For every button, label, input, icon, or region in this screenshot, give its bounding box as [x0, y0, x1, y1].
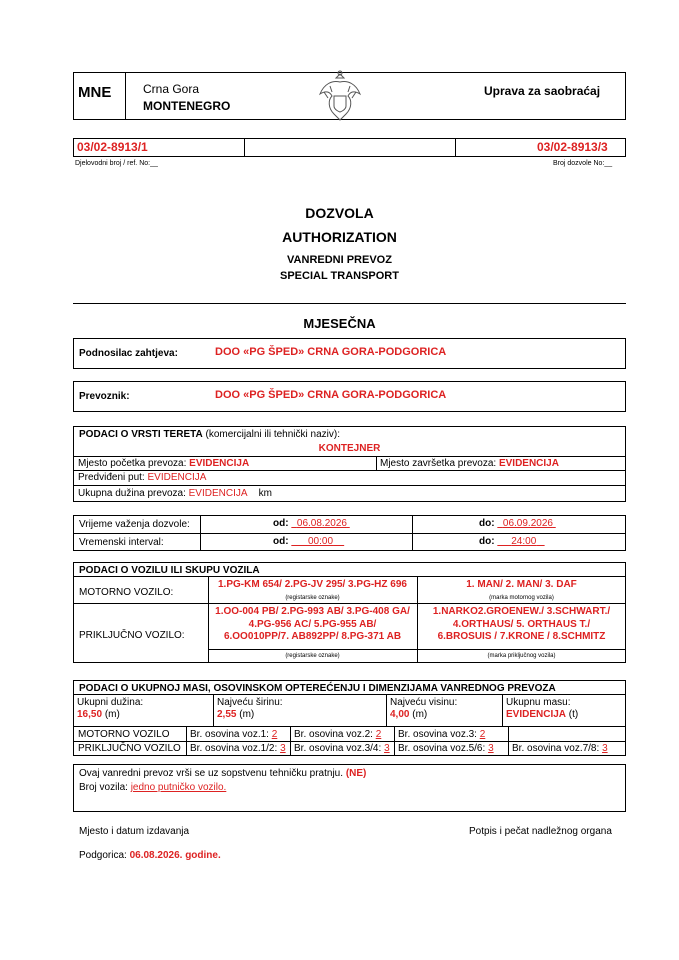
- cargo-name: KONTEJNER: [318, 443, 381, 454]
- issue-place-date: Podgorica: 06.08.2026. godine.: [79, 850, 221, 861]
- authority-name: Uprava za saobraćaj: [484, 84, 601, 98]
- motor-brand: 1. MAN/ 2. MAN/ 3. DAF: [466, 579, 577, 590]
- trailer-brand-note: (marka priključnog vozila): [487, 653, 556, 659]
- ref-label: Djelovodni broj / ref. No:__: [75, 160, 158, 167]
- dim-height: Najveću visinu: 4,00 (m): [390, 697, 458, 720]
- dim-width: Najveću širinu: 2,55 (m): [217, 697, 283, 720]
- permit-label: Broj dozvole No:__: [553, 160, 613, 167]
- interval-from: od: 00:00: [273, 536, 334, 547]
- dimensions-heading: PODACI O UKUPNOJ MASI, OSOVINSKOM OPTEREĆENJU I DIMENZIJAMA VANREDNOG PREVOZA: [79, 683, 556, 694]
- title-dozvola: DOZVOLA: [305, 205, 374, 221]
- trailer-axle-3: Br. osovina voz.5/6: 3: [398, 743, 494, 754]
- validity-from: od: 06.08.2026: [273, 518, 347, 529]
- country-code: MNE: [78, 84, 112, 101]
- applicant-label: Podnosilac zahtjeva:: [79, 348, 178, 359]
- title-divider: [73, 303, 626, 304]
- escort-text: Ovaj vanredni prevoz vrši se uz sopstvenu tehničku pratnju. (NE): [79, 768, 367, 779]
- cargo-end: Mjesto završetka prevoza: EVIDENCIJA: [380, 458, 559, 469]
- motor-axle-2: Br. osovina voz.2: 2: [294, 729, 382, 740]
- ref-number: 03/02-8913/1: [77, 140, 148, 154]
- dim-trailer-label: PRIKLJUČNO VOZILO: [78, 743, 181, 754]
- trailer-brand: 1.NARKO2.GROENEW./ 3.SCHWART./ 4.ORTHAUS/ 5. ORTHAUS T./ 6.BROSUIS / 7.KRONE / 8.SCHMITZ: [432, 606, 611, 642]
- motor-brand-note: (marka motornog vozila): [489, 595, 554, 601]
- trailer-axle-1: Br. osovina voz.1/2: 3: [190, 743, 286, 754]
- motor-plates-note: (registarske oznake): [285, 595, 340, 601]
- cargo-route: Predviđeni put: EVIDENCIJA: [78, 472, 207, 483]
- motor-axle-1: Br. osovina voz.1: 2: [190, 729, 278, 740]
- interval-label: Vremenski interval:: [79, 537, 164, 548]
- trailer-label: PRIKLJUČNO VOZILO:: [79, 630, 185, 641]
- country-name: Crna Gora: [143, 82, 200, 96]
- coat-of-arms-emblem: [318, 70, 362, 122]
- trailer-axle-2: Br. osovina voz.3/4: 3: [294, 743, 390, 754]
- cargo-length: Ukupna dužina prevoza: EVIDENCIJA km: [78, 488, 273, 499]
- motor-label: MOTORNO VOZILO:: [79, 587, 174, 598]
- country-name-en: MONTENEGRO: [143, 99, 231, 113]
- carrier-value: DOO «PG ŠPED» CRNA GORA-PODGORICA: [215, 389, 447, 401]
- dim-length: Ukupni dužina: 16,50 (m): [77, 697, 144, 720]
- applicant-value: DOO «PG ŠPED» CRNA GORA-PODGORICA: [215, 346, 447, 358]
- place-date-label: Mjesto i datum izdavanja: [79, 826, 190, 837]
- signature-label: Potpis i pečat nadležnog organa: [469, 826, 612, 837]
- title-special: SPECIAL TRANSPORT: [280, 270, 399, 282]
- validity-label: Vrijeme važenja dozvole:: [79, 519, 190, 530]
- title-authorization: AUTHORIZATION: [282, 229, 397, 245]
- escort-count: Broj vozila: jedno putničko vozilo.: [79, 782, 227, 793]
- motor-axle-3: Br. osovina voz.3: 2: [398, 729, 486, 740]
- trailer-plates-note: (registarske oznake): [285, 653, 340, 659]
- motor-plates: 1.PG-KM 654/ 2.PG-JV 295/ 3.PG-HZ 696: [218, 579, 407, 590]
- trailer-axle-4: Br. osovina voz.7/8: 3: [512, 743, 608, 754]
- cargo-heading: PODACI O VRSTI TERETA (komercijalni ili tehnički naziv):: [79, 429, 340, 440]
- vehicle-heading: PODACI O VOZILU ILI SKUPU VOZILA: [79, 565, 260, 576]
- trailer-plates: 1.OO-004 PB/ 2.PG-993 AB/ 3.PG-408 GA/ 4.PG-956 AC/ 5.PG-955 AB/ 6.OO010PP/7. AB892PP/ 8.PG-371 AB: [215, 606, 410, 642]
- title-vanredni: VANREDNI PREVOZ: [287, 254, 392, 266]
- validity-to: do: 06.09.2026: [479, 518, 553, 529]
- interval-to: do: 24:00: [479, 536, 537, 547]
- dim-mass: Ukupnu masu: EVIDENCIJA (t): [506, 697, 579, 720]
- period-title: MJESEČNA: [303, 316, 376, 331]
- cargo-start: Mjesto početka prevoza: EVIDENCIJA: [78, 458, 250, 469]
- carrier-label: Prevoznik:: [79, 391, 130, 402]
- dim-motor-label: MOTORNO VOZILO: [78, 729, 170, 740]
- permit-number: 03/02-8913/3: [537, 140, 608, 154]
